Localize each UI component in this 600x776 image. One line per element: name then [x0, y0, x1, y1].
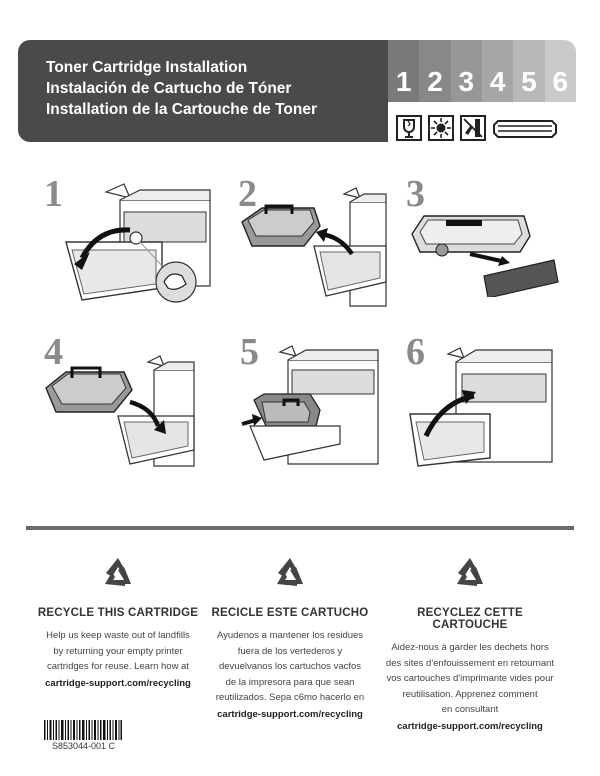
- close-front-door-illustration: [406, 330, 556, 470]
- step-tab-5: 5: [513, 40, 544, 102]
- light-sensitive-icon: [428, 115, 454, 141]
- recycle-text-line: devuelvanos los cartuchos vacfos: [218, 661, 362, 672]
- step-number: 3: [406, 173, 425, 215]
- no-touch-drum-icon: [460, 115, 486, 141]
- recycle-url-link[interactable]: cartridge-support.com/recycling: [45, 677, 191, 689]
- remove-old-cartridge-illustration: [238, 172, 390, 307]
- recycle-url-link[interactable]: cartridge-support.com/recycling: [217, 708, 363, 720]
- barcode-number: S853044-001 C: [52, 741, 116, 751]
- toner-cartridge-icon: [492, 115, 558, 141]
- recycle-icon: [98, 554, 138, 594]
- unpack-new-cartridge-illustration: [406, 172, 576, 297]
- insert-cartridge-illustration: [240, 330, 390, 470]
- step-tab-3: 3: [451, 40, 482, 102]
- fragile-icon: [396, 115, 422, 141]
- warning-icons: [396, 114, 576, 142]
- recycle-text-line: des sites d'enfouissement en retournant: [385, 657, 555, 669]
- recycle-url-link[interactable]: cartridge-support.com/recycling: [397, 720, 543, 732]
- title-english: Toner Cartridge Installation: [46, 59, 248, 76]
- step-tab-1: 1: [388, 40, 419, 102]
- recycle-text-line: fuera de los vertederos y: [237, 645, 343, 657]
- section-divider: [26, 526, 574, 530]
- open-front-door-illustration: [60, 172, 220, 307]
- step-number: 4: [44, 331, 63, 373]
- step-number: 1: [44, 173, 63, 215]
- recycle-icon: [450, 554, 490, 594]
- step-6: [406, 330, 556, 470]
- title-french: Installation de la Cartouche de Toner: [46, 101, 318, 118]
- step-4: [44, 330, 196, 470]
- recycle-french: [380, 554, 560, 732]
- recycle-text-line: cartridges for reuse. Learn how at: [46, 661, 190, 672]
- title-spanish: Instalación de Cartucho de Tóner: [46, 80, 292, 97]
- recycle-text-line: de la impresora para que sean: [225, 676, 355, 688]
- recycle-text-line: by returning your empty printer: [53, 645, 183, 657]
- recycle-text-line: Ayudenos a mantener los residues: [216, 630, 364, 641]
- recycle-text-line: vos cartouches d'imprimante vides pour: [386, 673, 554, 684]
- barcode: [44, 720, 122, 740]
- step-5: [240, 330, 390, 470]
- step-tab-2: 2: [419, 40, 450, 102]
- step-number: 6: [406, 331, 425, 373]
- step-number: 5: [240, 331, 259, 373]
- header: [18, 40, 576, 142]
- recycle-heading: RECYCLEZ CETTE CARTOUCHE: [417, 607, 523, 631]
- recycle-text-line: en consultant: [441, 704, 499, 715]
- recycle-spanish: [200, 554, 380, 720]
- recycle-heading: RECYCLE THIS CARTRIDGE: [37, 607, 199, 619]
- step-tabs: [388, 40, 576, 102]
- recycle-english: [28, 554, 208, 689]
- shake-cartridge-illustration: [44, 330, 196, 470]
- recycle-icon: [270, 554, 310, 594]
- step-tab-6: 6: [545, 40, 576, 102]
- step-1: [44, 172, 209, 307]
- installation-steps: [0, 168, 600, 468]
- step-2: [238, 172, 390, 307]
- recycle-heading: RECICLE ESTE CARTUCHO: [211, 607, 369, 619]
- recycle-text-line: reutilisation. Apprenez comment: [402, 688, 538, 700]
- step-3: [406, 172, 576, 297]
- recycle-text-line: Aidez-nous à garder les dechets hors: [391, 642, 549, 653]
- recycle-text-line: Help us keep waste out of landfills: [46, 630, 190, 641]
- title-band: [18, 40, 388, 142]
- step-number: 2: [238, 173, 257, 215]
- recycle-text-line: reutilizados. Sepa c6mo hacerlo en: [215, 692, 365, 703]
- step-tab-4: 4: [482, 40, 513, 102]
